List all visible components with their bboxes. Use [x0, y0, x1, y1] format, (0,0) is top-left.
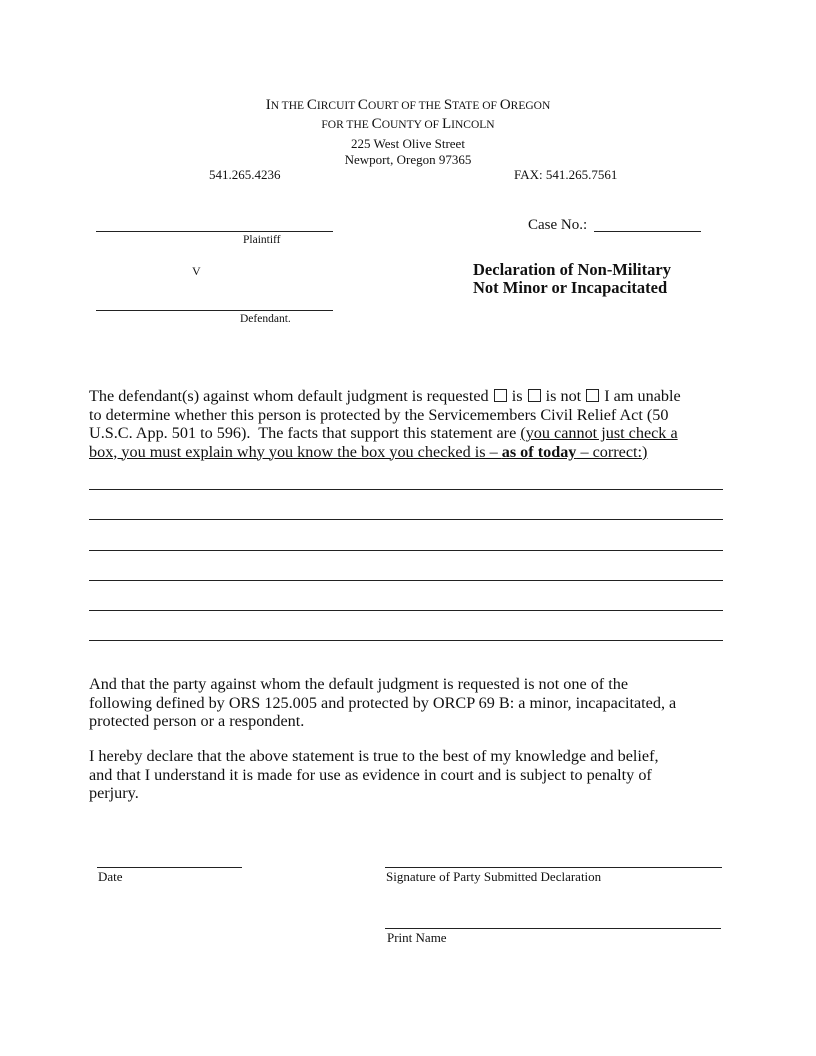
- defendant-label: Defendant.: [240, 313, 291, 325]
- case-number-field[interactable]: [594, 231, 701, 232]
- instruction-text-3: – correct:): [576, 442, 648, 461]
- court-fax: FAX: 541.265.7561: [514, 167, 618, 182]
- explanation-line[interactable]: [89, 640, 723, 641]
- statement-text: The defendant(s) against whom default judgment is requested: [89, 387, 489, 405]
- court-header-text: IRCUIT: [316, 100, 358, 112]
- plaintiff-label: Plaintiff: [243, 234, 281, 246]
- court-header-text: INCOLN: [451, 119, 495, 131]
- court-header-capital: S: [443, 97, 453, 113]
- date-label: Date: [98, 869, 123, 884]
- court-phone: 541.265.4236: [209, 167, 281, 182]
- court-city: Newport, Oregon 97365: [344, 152, 472, 167]
- explanation-line[interactable]: [89, 519, 723, 520]
- para2-line3: protected person or a respondent.: [89, 712, 305, 730]
- statement-line3: U.S.C. App. 501 to 596). The facts that support this statement are: [89, 424, 521, 442]
- court-address: 225 West Olive Street: [351, 136, 465, 151]
- minor-incapacitated-paragraph: [89, 675, 739, 731]
- para2-line1: And that the party against whom the default judgment is requested is not one of the: [89, 675, 629, 693]
- explanation-line[interactable]: [89, 610, 723, 611]
- defendant-name-line[interactable]: [96, 310, 333, 311]
- option-is-not-label: is not: [545, 387, 582, 405]
- court-header-capital: C: [306, 97, 317, 113]
- para3-line1: I hereby declare that the above statement is true to the best of my knowledge and belief,: [89, 747, 659, 765]
- para3-line3: perjury.: [89, 784, 139, 802]
- para2-line2: following defined by ORS 125.005 and protected by ORCP 69 B: a minor, incapacitated, a: [89, 693, 677, 712]
- case-number-label: Case No.:: [528, 217, 588, 233]
- instruction-text-2: box, you must explain why you know the box you checked is –: [89, 442, 502, 461]
- as-of-today-emphasis: as of today: [501, 442, 577, 461]
- court-header-text: OURT OF THE: [367, 100, 444, 112]
- form-title-line1: Declaration of Non-Military: [473, 260, 671, 279]
- option-is-label: is: [511, 387, 523, 405]
- print-name-field[interactable]: [385, 928, 721, 929]
- date-field[interactable]: [97, 867, 242, 868]
- signature-field[interactable]: [385, 867, 722, 868]
- checkbox-is-not[interactable]: [528, 389, 541, 402]
- signature-label: Signature of Party Submitted Declaration: [386, 869, 602, 884]
- court-header-text: N THE: [270, 100, 307, 112]
- court-header-capital: C: [357, 97, 368, 113]
- checkbox-is[interactable]: [494, 389, 507, 402]
- court-header-capital: C: [371, 116, 382, 132]
- court-header-text: OUNTY OF: [381, 119, 442, 131]
- court-name-line2: [0, 116, 816, 133]
- instruction-text: (you cannot just check a: [520, 424, 678, 442]
- court-header-capital: L: [441, 116, 452, 132]
- option-unable-label: I am unable: [604, 387, 681, 405]
- court-header-text: TATE OF: [452, 100, 500, 112]
- checkbox-unable[interactable]: [586, 389, 599, 402]
- explanation-line[interactable]: [89, 550, 723, 551]
- court-header-text: REGON: [510, 100, 551, 112]
- form-title-line2: Not Minor or Incapacitated: [473, 278, 668, 297]
- court-header-text: FOR THE: [321, 119, 372, 131]
- court-header-capital: I: [265, 97, 271, 113]
- statement-line2: to determine whether this person is protected by the Servicemembers Civil Relief Act (50: [89, 405, 669, 424]
- explanation-line[interactable]: [89, 489, 723, 490]
- explanation-line[interactable]: [89, 580, 723, 581]
- para3-line2: and that I understand it is made for use as evidence in court and is subject to penalty of: [89, 765, 652, 784]
- print-name-label: Print Name: [387, 930, 447, 945]
- court-header-capital: O: [499, 97, 511, 113]
- versus-label: V: [192, 264, 201, 278]
- statement-paragraph: [89, 387, 739, 461]
- declaration-paragraph: [89, 747, 739, 803]
- court-name-line1: [0, 97, 816, 114]
- plaintiff-name-line[interactable]: [96, 231, 333, 232]
